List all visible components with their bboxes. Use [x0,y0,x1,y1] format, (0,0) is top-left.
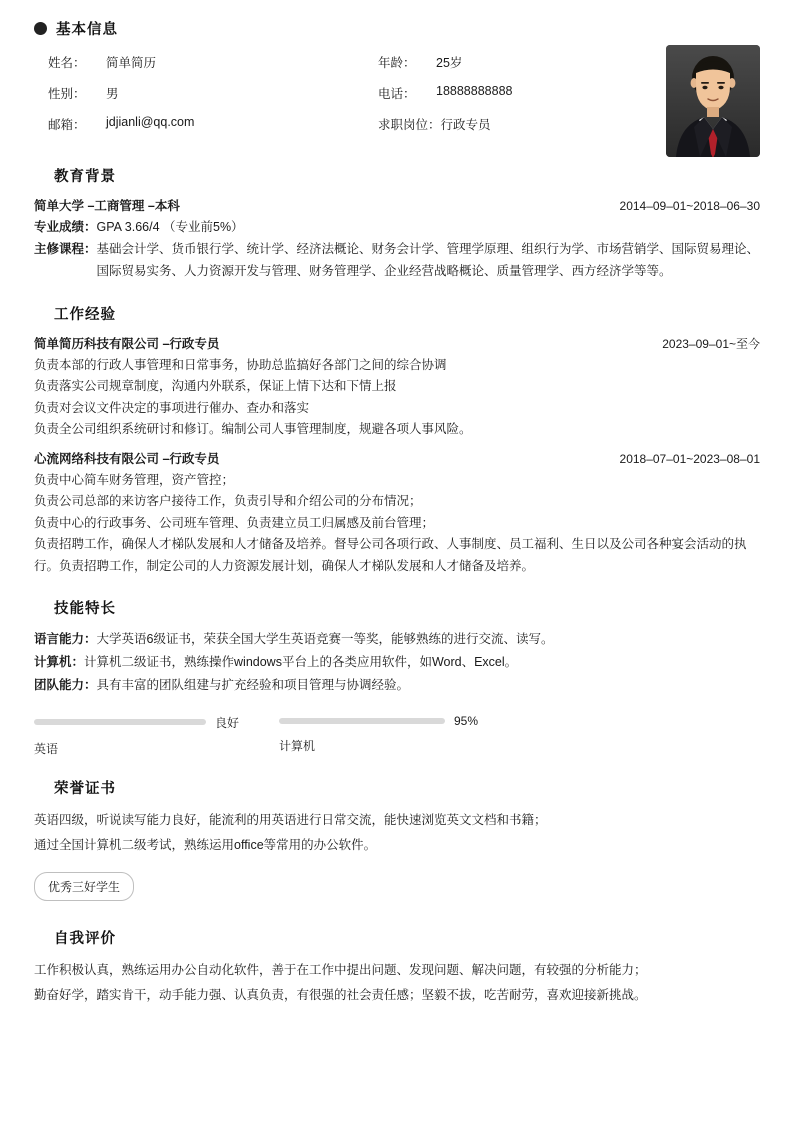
basic-info-grid [34,49,760,133]
section-title-skills: 技能特长 [54,601,116,618]
work-date: 2023–09–01~至今 [662,336,760,351]
education-courses-label: 主修课程： [34,241,97,256]
self-line: 工作积极认真，熟练运用办公自动化软件，善于在工作中提出问题、发现问题、解决问题，有较强的分析能力； [34,962,647,977]
work-detail-line: 负责落实公司规章制度，沟通内外联系，保证上情下达和下情上报 [34,379,397,394]
work-date: 2018–07–01~2023–08–01 [619,451,760,466]
honors-block [34,808,760,901]
section-header-basic [34,18,760,39]
section-header-education [34,165,760,186]
work-company: 简单简历科技有限公司 –行政专员 [34,336,220,351]
field-email-value: jdjianli@qq.com [106,115,195,129]
field-email-label: 邮箱： [48,118,86,132]
education-courses-value: 基础会计学、货币银行学、统计学、经济法概论、财务会计学、管理学原理、组织行为学、市场营销学、国际贸易理论、国际贸易实务、人力资源开发与管理、财务管理学、企业经营战略概论、质量管理学、西方经济学等等。 [96,241,760,278]
field-age-value: 25岁 [436,56,463,70]
work-item [34,334,760,441]
skill-bar-row [279,714,489,728]
education-gpa-label: 专业成绩： [34,220,97,234]
section-header-self [34,927,760,948]
work-detail-line: 负责中心的行政事务、公司班车管理、负责建立员工归属感及前台管理； [34,515,435,530]
field-phone-label: 电话： [378,87,416,101]
skill-item [34,651,760,674]
field-gender-value: 男 [106,87,119,101]
skill-value: 具有丰富的团队组建与扩充经验和项目管理与协调经验。 [96,678,410,693]
education-date: 2014–09–01~2018–06–30 [619,199,760,213]
field-gender [48,84,378,102]
skill-bar-english [34,714,244,757]
section-title-work: 工作经验 [54,306,116,323]
education-school: 简单大学 –工商管理 –本科 [34,199,180,213]
section-header-honors [34,777,760,798]
field-name [48,53,378,71]
work-detail-line: 负责中心简车财务管理，资产管控； [34,472,235,487]
section-title-education: 教育背景 [54,169,116,185]
self-line: 勤奋好学，踏实肯干，动手能力强、认真负责，有很强的社会责任感；坚毅不拔，吃苦耐劳，喜欢迎接新挑战。 [34,987,647,1002]
basic-info-block [34,49,760,145]
work-detail-line: 负责招聘工作，确保人才梯队发展和人才储备及培养。督导公司各项行政、人事制度、员工福利、生日以及公司各种宴会活动的执行。负责招聘工作，制定公司的人力资源发展计划，确保人才梯队发展和人才储备及培养。 [34,537,747,573]
work-row-header [34,449,760,467]
skill-bar-value: 良好 [215,715,240,730]
education-gpa [34,217,760,239]
skills-block [34,628,760,756]
section-header-skills [34,597,760,618]
work-detail-line: 负责对会议文件决定的事项进行催办、查办和落实 [34,400,310,415]
bullet-dot-icon [34,22,47,35]
field-email [48,115,378,133]
work-detail-line: 负责公司总部的来访客户接待工作，负责引导和介绍公司的分布情况； [34,494,422,509]
skill-bar-computer [279,714,489,757]
work-item [34,449,760,578]
work-detail-line: 负责全公司组织系统研讨和修订。编制公司人事管理制度，规避各项人事风险。 [34,422,472,437]
honor-tag: 优秀三好学生 [34,872,134,901]
field-name-label: 姓名： [48,56,86,70]
skill-label: 团队能力： [34,678,97,693]
skill-value: 计算机二级证书，熟练操作windows平台上的各类应用软件，如Word、Excel。 [84,655,518,670]
section-title-self: 自我评价 [54,930,116,947]
work-detail-line: 负责本部的行政人事管理和日常事务，协助总监搞好各部门之间的综合协调 [34,357,447,372]
field-age-label: 年龄： [378,56,416,70]
skill-item [34,674,760,697]
field-position-label: 求职岗位： [378,118,441,132]
section-title-basic: 基本信息 [56,22,118,38]
section-title-honors: 荣誉证书 [54,780,116,797]
skill-bar-row [34,714,244,731]
field-position-value: 行政专员 [440,118,491,132]
work-row-header [34,334,760,352]
skill-bar-name: 英语 [34,741,59,756]
skill-label: 语言能力： [34,632,97,647]
skill-label: 计算机： [34,655,85,670]
education-courses [34,239,760,283]
honor-line: 英语四级，听说读写能力良好，能流利的用英语进行日常交流，能快速浏览英文文档和书籍； [34,812,547,827]
field-name-value: 简单简历 [106,56,157,70]
education-block [34,196,760,283]
self-block [34,958,760,1008]
progress-track [279,718,445,724]
field-phone-value: 18888888888 [436,84,513,98]
honor-line: 通过全国计算机二级考试，熟练运用office等常用的办公软件。 [34,837,377,852]
section-header-work [34,303,760,324]
education-gpa-value: GPA 3.66/4 （专业前5%） [96,220,244,234]
work-company: 心流网络科技有限公司 –行政专员 [34,451,220,466]
skill-item [34,628,760,651]
education-row-header [34,196,760,214]
skill-value: 大学英语6级证书，荣获全国大学生英语竞赛一等奖，能够熟练的进行交流、读写。 [96,632,554,647]
field-gender-label: 性别： [48,87,86,101]
progress-track [34,719,206,725]
avatar [666,45,760,157]
skill-bar-name: 计算机 [279,738,316,753]
skill-bars [34,714,760,757]
skill-bar-value: 95% [454,713,479,728]
